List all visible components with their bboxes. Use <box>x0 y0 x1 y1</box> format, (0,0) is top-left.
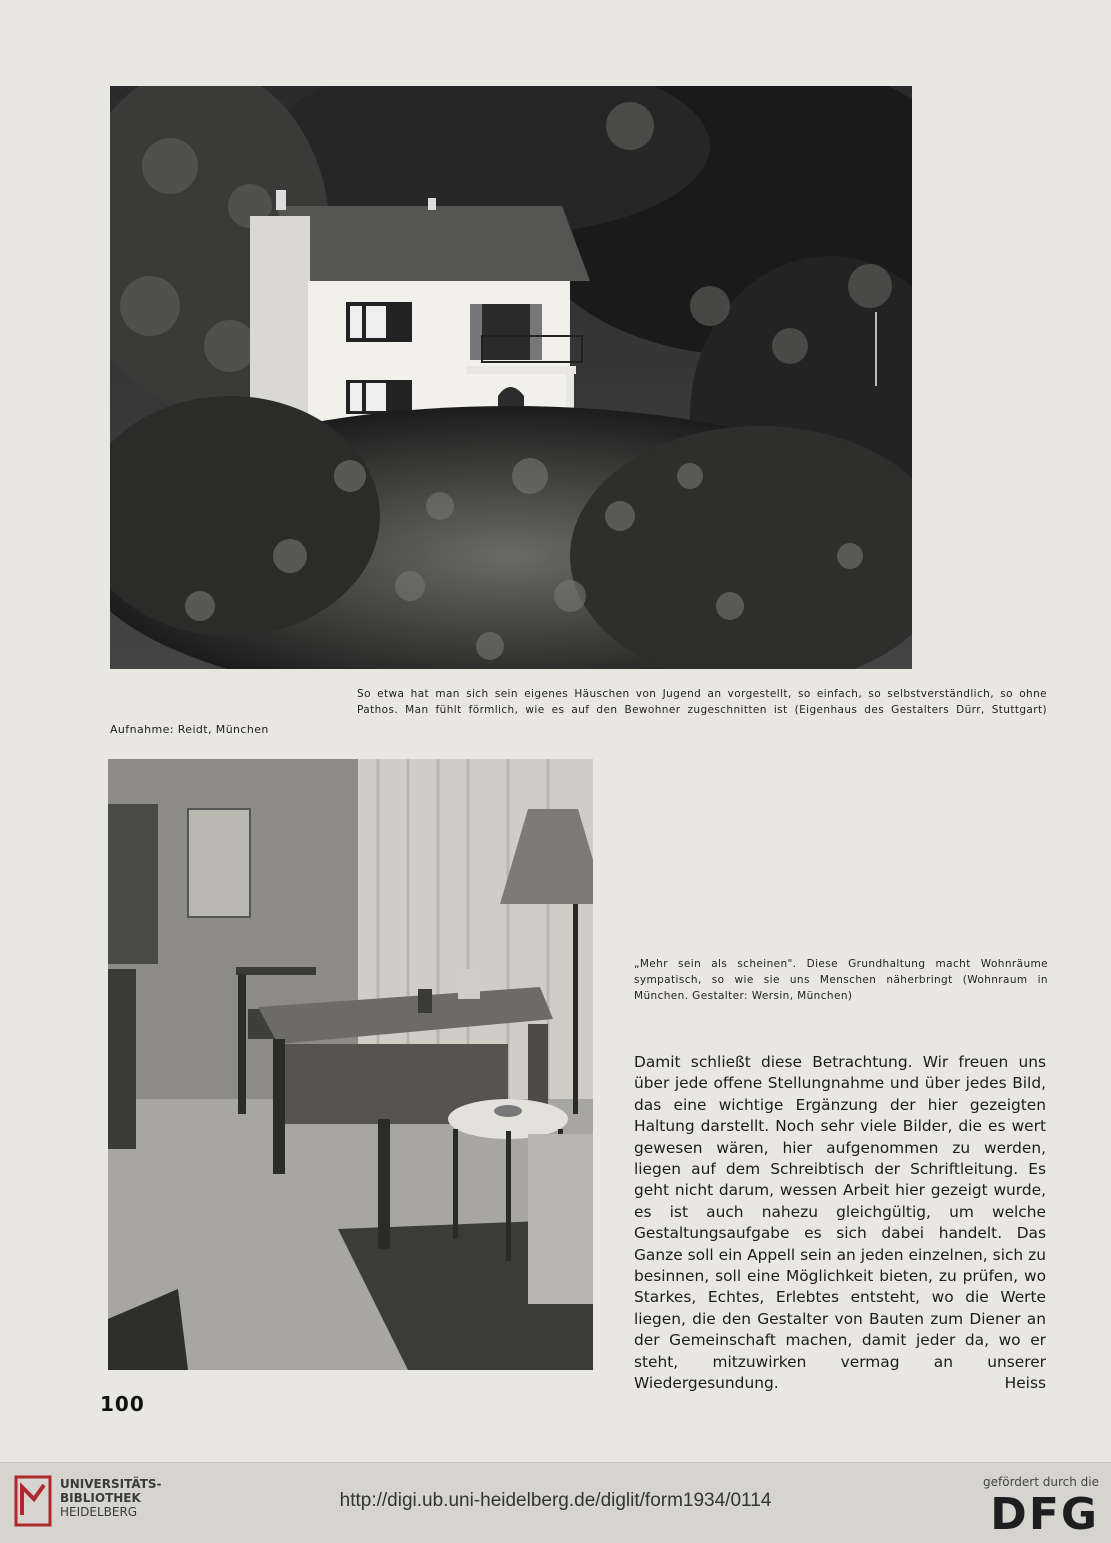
page-number: 100 <box>100 1392 145 1416</box>
house-photograph <box>110 86 912 669</box>
room-caption: „Mehr sein als scheinen". Diese Grundhaltung macht Wohnräume sympatisch, so wie sie uns Menschen näherbringt (Wohnraum in München. Gestalter: Wersin, München) <box>634 958 1048 1002</box>
article-body <box>634 1052 1046 1395</box>
house-caption-line2: Pathos. Man fühlt förmlich, wie es auf den Bewohner zugeschnitten ist (Eigenhaus des Gestalters Dürr, Stuttgart) <box>357 704 1047 716</box>
library-name-line2: BIBLIOTHEK <box>60 1491 141 1505</box>
source-url-link[interactable]: http://digi.ub.uni-heidelberg.de/diglit/form1934/0114 <box>339 1490 772 1511</box>
dfg-funding-label: gefördert durch die <box>983 1475 1099 1489</box>
digitization-footer <box>0 1462 1111 1543</box>
article-author: Heiss <box>1004 1374 1046 1393</box>
room-photograph <box>108 759 593 1370</box>
library-name-line1: UNIVERSITÄTS- <box>60 1477 162 1491</box>
house-caption <box>357 686 1047 718</box>
article-paragraph: Damit schließt diese Betrachtung. Wir freuen uns über jede offene Stellungnahme und über jedes Bild, das eine wichtige Ergänzung der hier gezeigten Haltung darstellt. Noch sehr viele Bilder, die es wert gewesen wären, hier aufgenommen zu werden, liegen auf dem Schreibtisch der Schriftleitung. Es geht nicht darum, wessen Arbeit hier gezeigt wurde, es ist auch nahezu gleichgültig, um welche Gestaltungsaufgabe es sich dabei handelt. Das Ganze soll ein Appell sein an jeden einzelnen, sich zu besinnen, soll eine Möglichkeit bieten, zu prüfen, wo Starkes, Echtes, Erlebtes entsteht, wo die Werte liegen, die den Gestalter von Bauten zum Diener an der Gemeinschaft machen, damit jeder da, wo er steht, mitzuwirken vermag an unserer Wiedergesundung. <box>634 1053 1046 1393</box>
photo-credit: Aufnahme: Reidt, München <box>110 723 269 736</box>
house-caption-line1: So etwa hat man sich sein eigenes Häuschen von Jugend an vorgestellt, so einfach, so selbstverständlich, so ohne <box>357 688 1047 700</box>
library-name-line3: HEIDELBERG <box>60 1505 138 1519</box>
dfg-logo: DFG <box>990 1489 1099 1540</box>
